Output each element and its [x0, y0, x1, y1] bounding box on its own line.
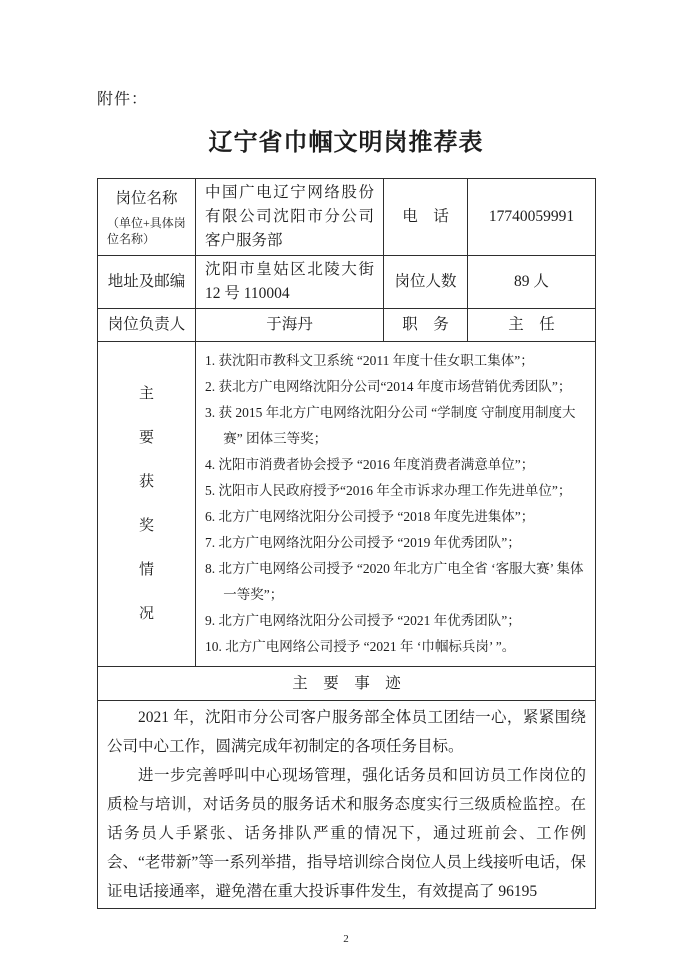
address-label: 地址及邮编 [98, 256, 196, 309]
post-name-label: 岗位名称 [115, 190, 178, 207]
headcount-value: 89 人 [468, 256, 596, 309]
award-item: 3. 获 2015 年北方广电网络沈阳分公司 “学制度 守制度用制度大赛” 团体三等奖； [205, 405, 576, 446]
awards-list-cell [196, 342, 596, 667]
leader-value: 于海丹 [196, 309, 384, 342]
deeds-paragraph: 进一步完善呼叫中心现场管理，强化话务员和回访员工作岗位的质检与培训，对话务员的服务话术和服务态度实行三级质检监控。在话务员人手紧张、话务排队严重的情况下，通过班前会、工作例会、“老带新”等一系列举措，指导培训综合岗位人员上线接听电话，保证电话接通率，避免潜在重大投诉事件发生，有效提高了 96195 [107, 767, 586, 900]
awards-label-cell [98, 342, 196, 667]
deeds-header-row [98, 667, 596, 701]
post-name-sub-label: （单位+具体岗位名称） [107, 216, 186, 246]
awards-label-char: 主 [138, 386, 154, 402]
awards-label-char: 要 [138, 430, 154, 446]
award-item: 4. 沈阳市消费者协会授予 “2016 年度消费者满意单位”； [205, 457, 535, 472]
deeds-paragraph: 2021 年，沈阳市分公司客户服务部全体员工团结一心，紧紧围绕公司中心工作，圆满完成年初制定的各项任务目标。 [107, 709, 586, 755]
position-label: 职 务 [384, 309, 468, 342]
deeds-body-cell [98, 701, 596, 909]
awards-label-char: 奖 [138, 518, 154, 534]
page-title: 辽宁省巾帼文明岗推荐表 [208, 130, 484, 156]
awards-row [98, 342, 596, 667]
award-item: 9. 北方广电网络沈阳分公司授予 “2021 年优秀团队”； [205, 613, 521, 628]
phone-label: 电 话 [384, 179, 468, 256]
awards-label-char: 情 [138, 562, 154, 578]
post-name-value: 中国广电辽宁网络股份有限公司沈阳市分公司客户服务部 [196, 179, 384, 256]
table-row [98, 256, 596, 309]
recommendation-table [97, 178, 596, 909]
leader-label: 岗位负责人 [98, 309, 196, 342]
awards-label-char: 获 [138, 474, 154, 490]
phone-value: 17740059991 [468, 179, 596, 256]
page-number: 2 [343, 933, 349, 945]
award-item: 2. 获北方广电网络沈阳分公司“2014 年度市场营销优秀团队”； [205, 379, 572, 394]
award-item: 8. 北方广电网络公司授予 “2020 年北方广电全省 ‘客服大赛’ 集体一等奖”； [205, 561, 584, 602]
award-item: 1. 获沈阳市教科文卫系统 “2011 年度十佳女职工集体”； [205, 353, 534, 368]
position-value: 主 任 [468, 309, 596, 342]
award-item: 6. 北方广电网络沈阳分公司授予 “2018 年度先进集体”； [205, 509, 535, 524]
deeds-header: 主 要 事 迹 [98, 667, 596, 701]
deeds-body-row [98, 701, 596, 909]
awards-label-char: 况 [138, 606, 154, 622]
award-item: 7. 北方广电网络沈阳分公司授予 “2019 年优秀团队”； [205, 535, 521, 550]
attachment-label: 附件： [97, 91, 149, 108]
table-row [98, 309, 596, 342]
headcount-label: 岗位人数 [384, 256, 468, 309]
address-value: 沈阳市皇姑区北陵大街 12 号 110004 [196, 256, 384, 309]
award-item: 10. 北方广电网络公司授予 “2021 年 ‘巾帼标兵岗’ ”。 [205, 639, 516, 654]
award-item: 5. 沈阳市人民政府授予“2016 年全市诉求办理工作先进单位”； [205, 483, 572, 498]
post-name-label-cell [98, 179, 196, 256]
awards-vertical-label [107, 382, 186, 626]
table-row [98, 179, 596, 256]
